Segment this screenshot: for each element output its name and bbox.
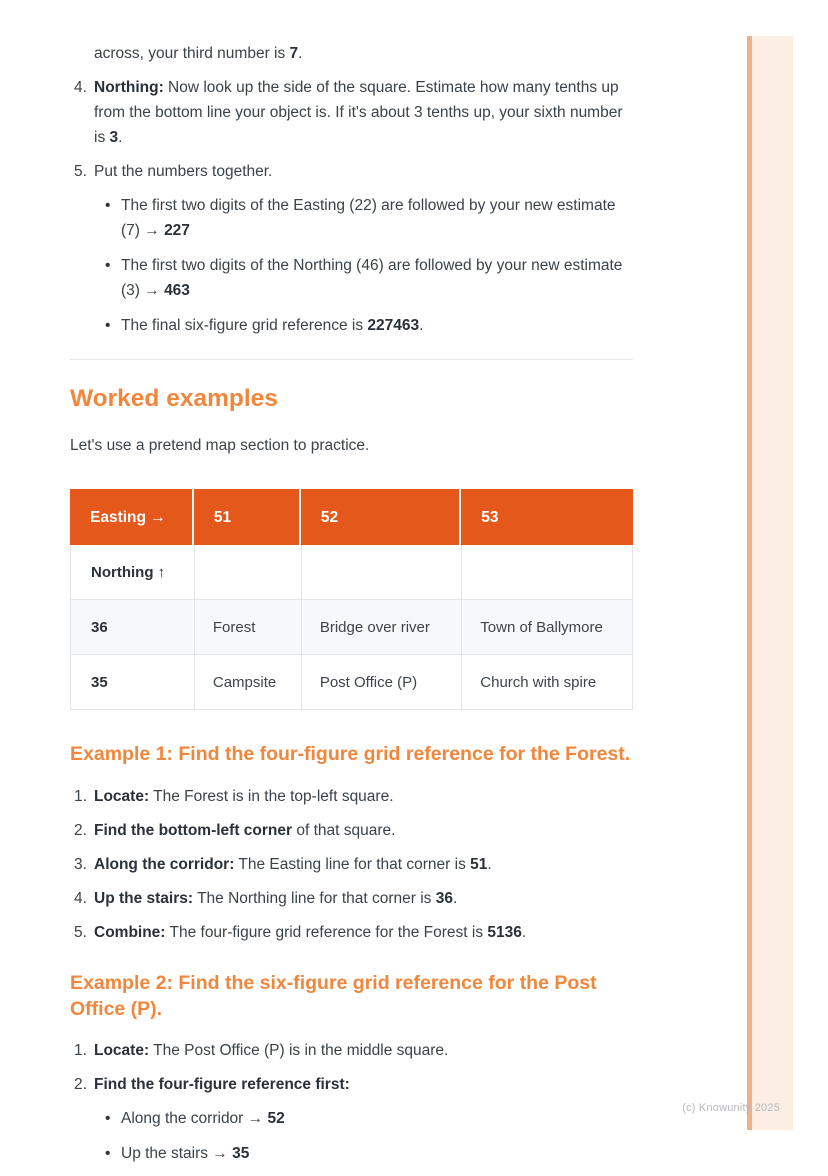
page-edge-stripe (747, 36, 793, 1130)
list-number: 1. (74, 1042, 87, 1059)
section-intro: Let's use a pretend map section to practice. (70, 437, 370, 454)
list-item-text: Find the four-figure reference first: (94, 1076, 350, 1093)
watermark: (c) Knowunity 2025 (682, 1102, 780, 1114)
table-row-header: Northing ↑ (70, 545, 194, 600)
list-item (105, 193, 633, 243)
list-number: 4. (74, 890, 87, 907)
bullet-icon: • (105, 197, 111, 214)
example-1-heading: Example 1: Find the four-figure grid reference for the Forest. (70, 743, 631, 765)
bullet-icon: • (105, 317, 111, 334)
table-cell: Post Office (P) (301, 655, 461, 710)
list-item (105, 1141, 633, 1166)
table-row-header: 35 (70, 655, 194, 710)
list-item-text: Put the numbers together. (94, 163, 273, 180)
list-item-text: Along the corridor: The Easting line for that corner is 51. (94, 856, 492, 873)
list-item (70, 852, 633, 877)
bullet-icon: • (105, 257, 111, 274)
list-item (70, 1072, 633, 1097)
table-row (70, 545, 633, 600)
list-number: 2. (74, 822, 87, 839)
table-row (70, 655, 633, 710)
table-cell (301, 545, 461, 600)
list-number: 3. (74, 856, 87, 873)
grid-reference-table (70, 489, 633, 710)
list-number: 2. (74, 1076, 87, 1093)
list-item (105, 1106, 633, 1131)
list-item (105, 253, 633, 303)
page-content (70, 0, 633, 1176)
table-cell: Forest (194, 600, 301, 655)
example-2-heading: Example 2: Find the six-figure grid reference for the Post Office (P). (70, 972, 597, 1020)
list-item-text: Locate: The Forest is in the top-left square. (94, 788, 394, 805)
list-item-text: Up the stairs → 35 (121, 1145, 250, 1162)
list-number: 1. (74, 788, 87, 805)
paragraph-continuation: across, your third number is 7. (94, 45, 303, 62)
table-header-row (70, 489, 633, 545)
list-item (70, 886, 633, 911)
list-item-text: The first two digits of the Easting (22) are followed by your new estimate (7) → 227 (121, 197, 616, 239)
list-item-text: Along the corridor → 52 (121, 1110, 285, 1127)
bullet-icon: • (105, 1145, 111, 1162)
list-item (70, 784, 633, 809)
list-item (70, 159, 633, 184)
list-number: 5. (74, 163, 87, 180)
table-header-cell: 53 (461, 489, 633, 545)
section-divider (70, 359, 633, 360)
table-header-cell: 52 (301, 489, 461, 545)
list-item (105, 313, 633, 338)
list-item (70, 818, 633, 843)
table-header-cell: Easting → (70, 489, 194, 545)
list-item-text: The first two digits of the Northing (46) are followed by your new estimate (3) → 463 (121, 257, 623, 299)
list-item (70, 1038, 633, 1063)
table-cell: Bridge over river (301, 600, 461, 655)
table-row-header: 36 (70, 600, 194, 655)
list-item-text: Northing: Now look up the side of the square. Estimate how many tenths up from the bottom line your object is. If it's about 3 tenths up, your sixth number is 3. (94, 79, 623, 146)
list-item-text: Locate: The Post Office (P) is in the middle square. (94, 1042, 449, 1059)
list-item-text: The final six-figure grid reference is 227463. (121, 317, 424, 334)
table-cell: Church with spire (461, 655, 633, 710)
list-number: 5. (74, 924, 87, 941)
table-cell: Town of Ballymore (461, 600, 633, 655)
table-cell: Campsite (194, 655, 301, 710)
list-item-text: Up the stairs: The Northing line for that corner is 36. (94, 890, 458, 907)
table-cell (194, 545, 301, 600)
list-item (70, 75, 633, 150)
list-item (70, 920, 633, 945)
bullet-icon: • (105, 1110, 111, 1127)
section-heading: Worked examples (70, 385, 278, 412)
list-number: 4. (74, 79, 87, 96)
table-row (70, 600, 633, 655)
list-item-text: Find the bottom-left corner of that square. (94, 822, 396, 839)
table-cell (461, 545, 633, 600)
list-item-text: Combine: The four-figure grid reference for the Forest is 5136. (94, 924, 527, 941)
table-header-cell: 51 (194, 489, 301, 545)
